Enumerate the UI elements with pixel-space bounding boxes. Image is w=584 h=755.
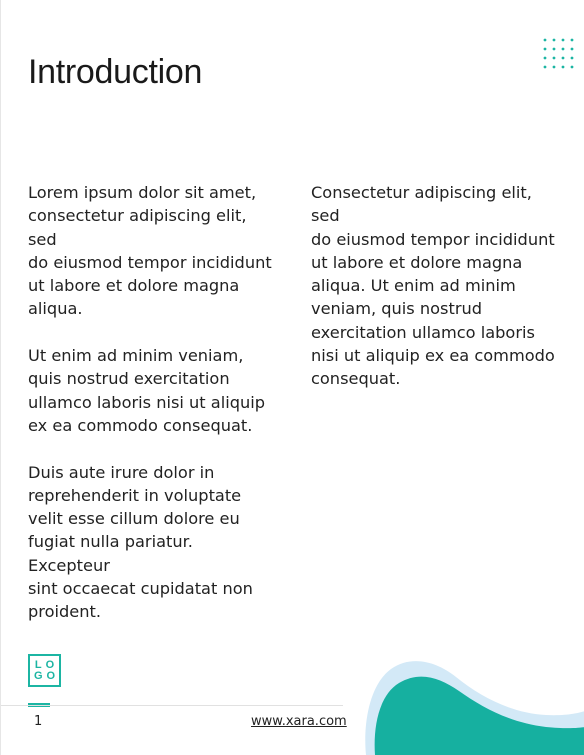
wave-decoration [361,655,584,755]
body-paragraph: Duis aute irure dolor in reprehenderit in voluptate velit esse cillum dolore eu fugiat nulla pariatur. Excepteur sint occaecat cupidatat non proident. [28,462,253,622]
page-title: Introduction [28,53,203,91]
website-link[interactable]: www.xara.com [251,714,347,729]
left-text-column [28,181,278,647]
body-paragraph: Consectetur adipiscing elit, sed do eiusmod tempor incididunt ut labore et dolore magna aliqua. Ut enim ad minim veniam, quis nostrud exercitation ullamco laboris nisi ut aliquip ex ea commodo consequat. [311,183,555,389]
page-number: 1 [34,714,43,729]
logo [28,654,61,687]
body-paragraph: Lorem ipsum dolor sit amet, consectetur adipiscing elit, sed do eiusmod tempor incididunt ut labore et dolore magna aliqua. [28,183,272,319]
right-text-column [311,181,561,414]
logo-text-line2: GO [33,669,60,682]
dot-grid-decoration [542,37,574,73]
logo-text-line1: LO [34,658,59,671]
body-paragraph: Ut enim ad minim veniam, quis nostrud exercitation ullamco laboris nisi ut aliquip ex ea commodo consequat. [28,346,266,435]
footer-divider [1,705,343,706]
